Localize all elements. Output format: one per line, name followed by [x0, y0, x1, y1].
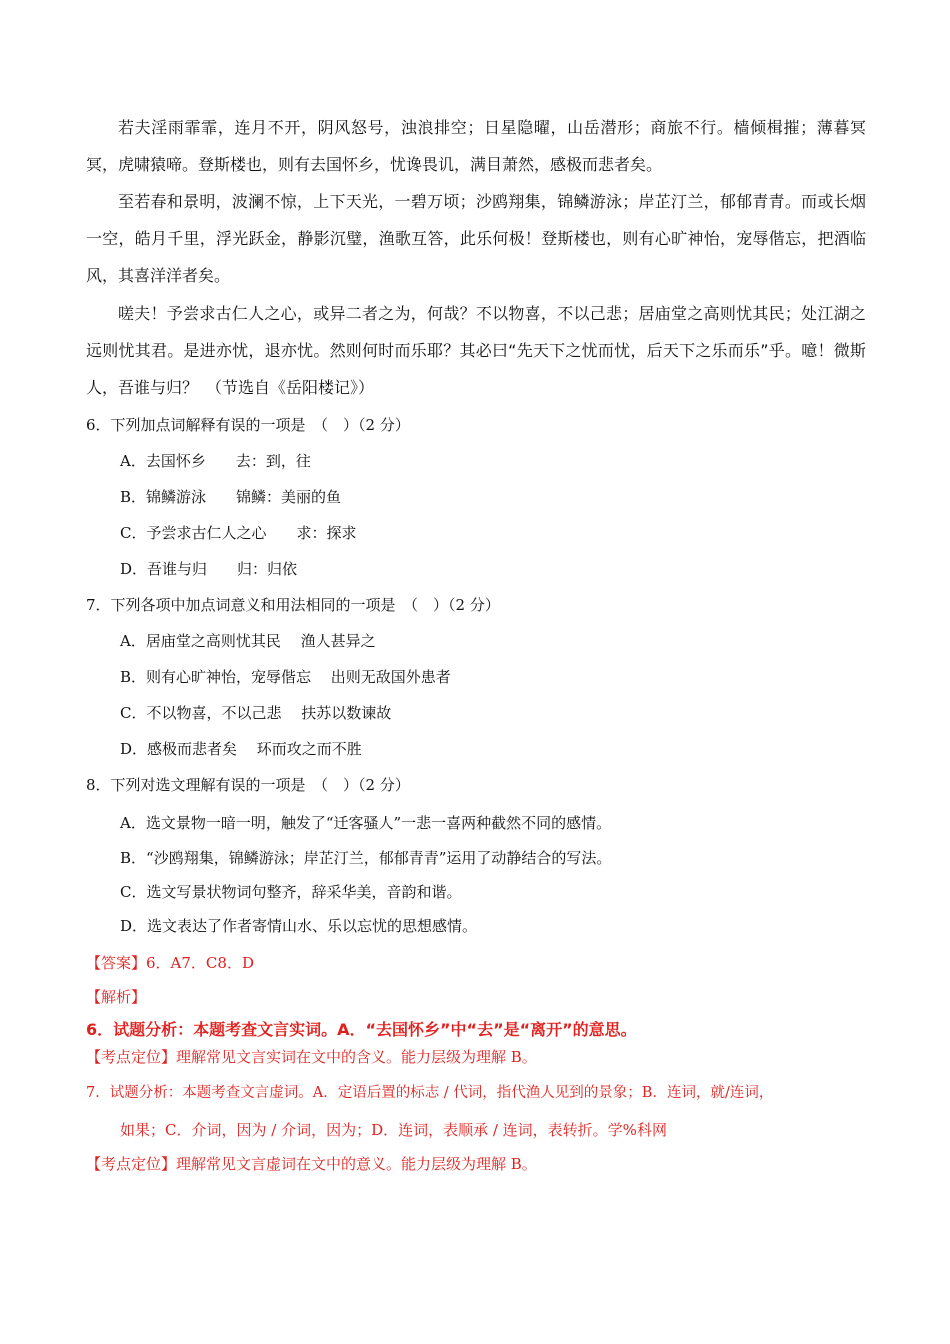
question-8-option-b: B．“沙鸥翔集，锦鳞游泳；岸芷汀兰，郁郁青青”运用了动静结合的写法。 [120, 849, 612, 867]
question-6-option-c: C．予尝求古仁人之心 求：探求 [120, 524, 357, 542]
analysis-7-line-1: 7．试题分析：本题考查文言虚词。A．定语后置的标志 / 代词，指代渔人见到的景象；B．连词，就/连词， [86, 1085, 774, 1101]
kaodian-7: 【考点定位】理解常见文言虚词在文中的意义。能力层级为理解 B。 [86, 1155, 537, 1173]
question-8-option-a: A．选文景物一暗一明，触发了“迁客骚人”一悲一喜两种截然不同的感情。 [120, 814, 612, 832]
passage-paragraph-1: 若夫淫雨霏霏，连月不开，阴风怒号，浊浪排空；日星隐曜，山岳潜形；商旅不行。樯倾楫摧；薄暮冥冥，虎啸猿啼。登斯楼也，则有去国怀乡，忧谗畏讥，满目萧然，感极而悲者矣。 [86, 118, 866, 174]
question-7-option-c: C．不以物喜，不以己悲 扶苏以数谏故 [120, 704, 392, 722]
analysis-6: 6．试题分析：本题考查文言实词。A．“去国怀乡”中“去”是“离开”的意思。 [86, 1020, 637, 1039]
question-6-stem: 6．下列加点词解释有误的一项是 （ ）（2 分） [86, 416, 410, 434]
question-8-option-d: D．选文表达了作者寄情山水、乐以忘忧的思想感情。 [120, 917, 478, 935]
question-7-stem: 7．下列各项中加点词意义和用法相同的一项是 （ ）（2 分） [86, 596, 500, 614]
passage-paragraph-3: 嗟夫！予尝求古仁人之心，或异二者之为，何哉？不以物喜，不以己悲；居庙堂之高则忧其民；处江湖之远则忧其君。是进亦忧，退亦忧。然则何时而乐耶？其必曰“先天下之忧而忧，后天下之乐而乐”乎。噫！微斯人，吾谁与归？ （节选自《岳阳楼记》） [86, 304, 866, 397]
kaodian-6: 【考点定位】理解常见文言实词在文中的含义。能力层级为理解 B。 [86, 1048, 537, 1066]
question-7-option-a: A．居庙堂之高则忧其民 渔人甚异之 [120, 632, 376, 650]
analysis-label: 【解析】 [86, 988, 147, 1006]
answer-line: 【答案】6．A7．C8．D [86, 954, 254, 972]
question-8-option-c: C．选文写景状物词句整齐，辞采华美，音韵和谐。 [120, 883, 462, 901]
question-8-stem: 8．下列对选文理解有误的一项是 （ ）（2 分） [86, 776, 410, 794]
question-7-option-b: B．则有心旷神怡，宠辱偕忘 出则无敌国外患者 [120, 668, 451, 686]
passage-paragraph-2: 至若春和景明，波澜不惊，上下天光，一碧万顷；沙鸥翔集，锦鳞游泳；岸芷汀兰，郁郁青青。而或长烟一空，皓月千里，浮光跃金，静影沉璧，渔歌互答，此乐何极！登斯楼也，则有心旷神怡，宠辱偕忘，把酒临风，其喜洋洋者矣。 [86, 192, 866, 285]
question-6-option-d: D．吾谁与归 归：归依 [120, 560, 298, 578]
question-6-option-a: A．去国怀乡 去：到，往 [120, 452, 311, 470]
question-6-option-b: B．锦鳞游泳 锦鳞：美丽的鱼 [120, 488, 342, 506]
analysis-7-line-2: 如果；C．介词，因为 / 介词，因为；D．连词，表顺承 / 连词，表转折。学%科网 [120, 1121, 667, 1139]
question-7-option-d: D．感极而悲者矣 环而攻之而不胜 [120, 740, 362, 758]
